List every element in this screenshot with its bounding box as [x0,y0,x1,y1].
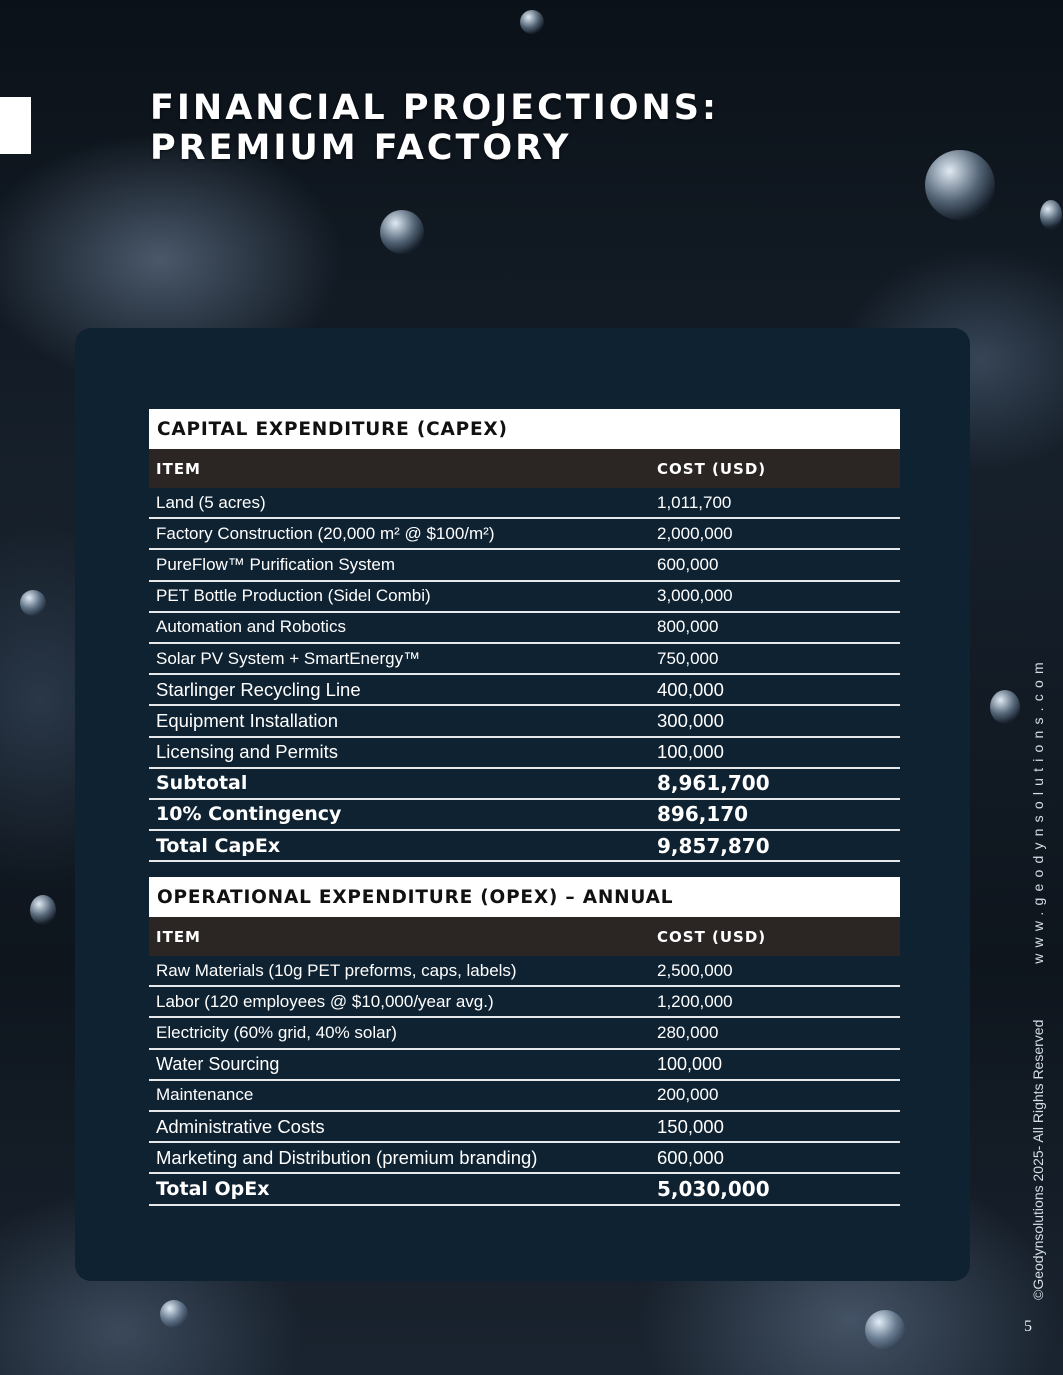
capex-col-cost: COST (USD) [657,459,767,478]
contingency-row [149,800,900,831]
side-tab-marker [0,97,31,154]
water-droplet-image [380,210,424,254]
water-droplet-image [20,590,46,616]
capex-col-item: ITEM [156,459,201,478]
cost-cell: 100,000 [657,741,724,763]
table-row [149,1143,900,1174]
cost-cell: 2,500,000 [657,960,733,980]
water-droplet-image [520,10,544,34]
table-row [149,1018,900,1049]
cost-cell: 1,011,700 [657,492,732,512]
table-row [149,644,900,675]
water-droplet-image [925,150,995,220]
item-cell: Raw Materials (10g PET preforms, caps, labels) [156,960,517,980]
item-cell: Licensing and Permits [156,741,339,763]
table-row [149,582,900,613]
table-row [149,1112,900,1143]
water-droplet-image [160,1300,188,1328]
item-cell: Marketing and Distribution (premium branding) [156,1146,538,1168]
page-number: 5 [1024,1318,1032,1335]
cost-cell: 200,000 [657,1085,719,1105]
cost-cell: 600,000 [657,554,719,574]
item-cell: Total CapEx [156,834,281,857]
item-cell: Total OpEx [156,1177,270,1200]
item-cell: Starlinger Recycling Line [156,678,361,700]
item-cell: 10% Contingency [156,803,342,826]
table-row [149,550,900,581]
table-row [149,1081,900,1112]
capex-table [149,409,900,862]
cost-cell: 1,200,000 [657,991,733,1011]
item-cell: Automation and Robotics [156,617,346,637]
cost-cell: 300,000 [657,709,724,731]
capex-column-header [149,449,900,488]
table-row [149,675,900,706]
cost-cell: 2,000,000 [657,523,733,543]
item-cell: PET Bottle Production (Sidel Combi) [156,586,431,606]
table-row [149,519,900,550]
copyright-text: ©Geodynsolutions 2025- All Rights Reserved [1030,1019,1046,1300]
cost-cell: 5,030,000 [657,1176,770,1201]
item-cell: Solar PV System + SmartEnergy™ [156,648,421,668]
cost-cell: 896,170 [657,802,749,827]
table-row [149,1050,900,1081]
cost-cell: 3,000,000 [657,586,733,606]
table-row [149,706,900,737]
cost-cell: 150,000 [657,1115,724,1137]
page-title-line1: FINANCIAL PROJECTIONS: [150,88,720,128]
item-cell: Water Sourcing [156,1053,280,1074]
item-cell: Factory Construction (20,000 m² @ $100/m²) [156,523,495,543]
cost-cell: 600,000 [657,1146,724,1168]
table-row [149,613,900,644]
cost-cell: 8,961,700 [657,771,770,796]
item-cell: PureFlow™ Purification System [156,554,396,574]
item-cell: Subtotal [156,772,248,795]
opex-column-header [149,917,900,956]
table-row [149,738,900,769]
total-opex-row [149,1174,900,1205]
total-capex-row [149,831,900,862]
item-cell: Labor (120 employees @ $10,000/year avg.) [156,991,494,1011]
water-droplet-image [865,1310,905,1350]
water-droplet-image [1040,200,1062,230]
capex-heading: CAPITAL EXPENDITURE (CAPEX) [149,409,900,449]
website-text: www.geodynsolutions.com [1030,656,1046,964]
water-droplet-image [30,895,56,925]
table-row [149,488,900,519]
item-cell: Administrative Costs [156,1115,325,1137]
cost-cell: 100,000 [657,1053,723,1074]
subtotal-row [149,769,900,800]
cost-cell: 280,000 [657,1022,719,1042]
opex-col-cost: COST (USD) [657,927,767,946]
cost-cell: 750,000 [657,648,719,668]
vertical-footer-text [1030,656,1046,1300]
water-droplet-image [990,690,1020,724]
item-cell: Equipment Installation [156,709,339,731]
cost-cell: 400,000 [657,678,724,700]
opex-heading: OPERATIONAL EXPENDITURE (OPEX) – ANNUAL [149,877,900,917]
item-cell: Electricity (60% grid, 40% solar) [156,1022,397,1042]
opex-col-item: ITEM [156,927,201,946]
page-title-line2: PREMIUM FACTORY [150,128,572,168]
opex-table [149,877,900,1206]
table-row [149,987,900,1018]
cost-cell: 800,000 [657,617,719,637]
page-title [150,88,719,168]
table-row [149,956,900,987]
item-cell: Land (5 acres) [156,492,266,512]
cost-cell: 9,857,870 [657,833,770,858]
item-cell: Maintenance [156,1085,254,1105]
